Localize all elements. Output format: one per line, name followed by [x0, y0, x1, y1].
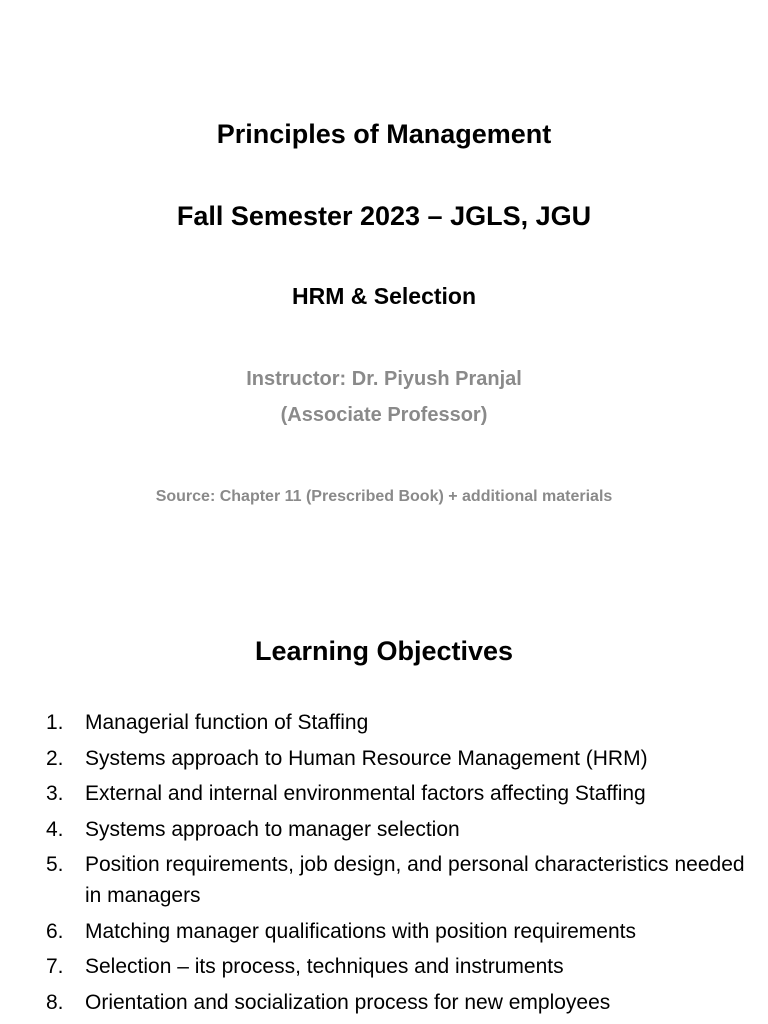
- objective-item: [0, 987, 768, 1018]
- objective-text: Orientation and socialization process for new employees: [85, 990, 611, 1014]
- course-title: Principles of Management: [216, 119, 552, 149]
- objective-number: 2.: [46, 746, 64, 770]
- objective-text: Systems approach to manager selection: [85, 817, 460, 841]
- objective-number: 5.: [46, 853, 64, 876]
- objective-number: 4.: [46, 817, 64, 841]
- objective-text: Selection – its process, techniques and instruments: [85, 955, 564, 978]
- objective-item: [0, 707, 768, 738]
- instructor-role: (Associate Professor): [280, 404, 488, 426]
- objective-item: [0, 951, 768, 982]
- objective-number: 3.: [46, 782, 64, 805]
- objective-number: 6.: [46, 919, 64, 943]
- topic-title: HRM & Selection: [291, 283, 477, 309]
- objective-item: [0, 916, 768, 947]
- objective-number: 1.: [46, 711, 64, 734]
- objective-item: [0, 743, 768, 774]
- source-note: Source: Chapter 11 (Prescribed Book) + additional materials: [155, 488, 613, 505]
- objective-text: Matching manager qualifications with position requirements: [85, 919, 636, 943]
- objective-text: Managerial function of Staffing: [85, 711, 369, 734]
- instructor-name: Instructor: Dr. Piyush Pranjal: [246, 368, 522, 390]
- objective-number: 7.: [46, 955, 64, 978]
- objective-item: [0, 814, 768, 845]
- objectives-list: [0, 707, 768, 1022]
- objectives-heading: Learning Objectives: [254, 636, 514, 666]
- objective-text: Systems approach to Human Resource Management (HRM): [85, 746, 648, 770]
- objective-item: [0, 849, 768, 911]
- objective-text: External and internal environmental factors affecting Staffing: [85, 782, 646, 805]
- objective-text: Position requirements, job design, and personal characteristics needed in managers: [85, 853, 745, 907]
- objective-item: [0, 778, 768, 809]
- semester-title: Fall Semester 2023 – JGLS, JGU: [176, 201, 592, 231]
- objective-number: 8.: [46, 990, 64, 1014]
